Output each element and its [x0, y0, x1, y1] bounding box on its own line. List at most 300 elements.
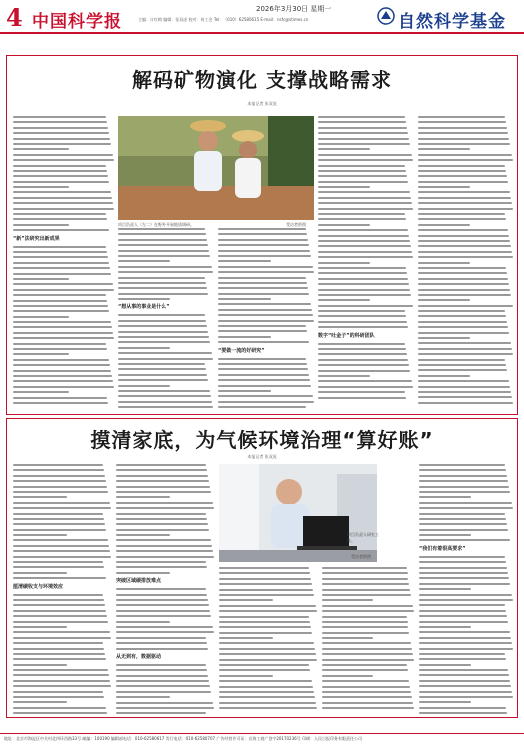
text-line	[116, 626, 213, 628]
text-line	[218, 325, 306, 327]
text-line	[219, 702, 316, 704]
text-line	[419, 658, 506, 660]
text-line	[419, 599, 513, 601]
text-line	[13, 545, 109, 547]
text-line	[419, 664, 471, 666]
text-line	[418, 154, 512, 156]
text-line	[13, 262, 109, 264]
text-line	[13, 539, 108, 541]
text-line	[118, 379, 208, 381]
text-line	[116, 621, 170, 623]
issue-date: 2026年3月30日 星期一	[256, 5, 332, 13]
text-line	[218, 390, 271, 392]
text-line	[219, 567, 309, 569]
text-line	[418, 251, 512, 253]
text-line	[419, 680, 510, 682]
text-line	[116, 680, 209, 682]
text-line	[219, 707, 317, 709]
text-line	[318, 359, 408, 361]
text-line	[118, 228, 205, 230]
text-line	[419, 529, 508, 531]
text-line	[219, 572, 310, 574]
text-line	[13, 402, 108, 404]
text-line	[13, 294, 106, 296]
text-line	[419, 469, 506, 471]
photo-credit: 受访者供图	[351, 554, 371, 559]
text-line	[318, 116, 405, 118]
text-line	[318, 181, 408, 183]
article-subhead: “想从事的事业是什么”	[118, 304, 170, 311]
text-line	[13, 491, 108, 493]
text-line	[318, 370, 410, 372]
text-line	[418, 337, 470, 339]
text-line	[418, 326, 508, 328]
text-line	[13, 148, 69, 150]
article-column	[13, 116, 114, 408]
photo-caption: 项目负责人研究工作。	[347, 532, 379, 543]
text-line	[322, 626, 408, 628]
text-line	[418, 229, 508, 231]
text-line	[419, 480, 508, 482]
text-line	[219, 605, 316, 607]
text-line	[116, 691, 211, 693]
text-line	[218, 228, 306, 230]
text-line	[318, 299, 370, 301]
text-line	[418, 262, 470, 264]
article-subhead: 数字“吐金子”的科研团队	[318, 332, 375, 339]
text-line	[218, 287, 308, 289]
text-line	[116, 480, 209, 482]
text-line	[418, 127, 507, 129]
text-line	[419, 685, 511, 687]
text-line	[118, 347, 170, 349]
editor-contact: 主编：计红梅 编辑：张双虎 校对：何工会 Tel：（010）62580615 E-mail：nsfc@stimes.cn	[138, 17, 309, 22]
text-line	[419, 615, 507, 617]
text-line	[218, 368, 308, 370]
article-column	[116, 464, 214, 716]
text-line	[318, 267, 406, 269]
text-line	[419, 696, 513, 698]
text-line	[219, 610, 317, 612]
text-line	[118, 320, 206, 322]
text-line	[13, 513, 103, 515]
text-line	[13, 213, 106, 215]
article-column	[322, 567, 414, 716]
text-line	[419, 588, 471, 590]
article-mineral-evolution	[6, 55, 518, 415]
text-line	[419, 642, 512, 644]
text-line	[13, 224, 69, 226]
text-line	[322, 686, 410, 688]
text-line	[118, 363, 205, 365]
text-line	[116, 469, 207, 471]
text-line	[116, 642, 207, 644]
text-line	[13, 701, 67, 703]
text-line	[118, 406, 213, 408]
text-line	[116, 696, 170, 698]
text-line	[219, 659, 317, 661]
article-column	[13, 464, 111, 716]
text-line	[318, 170, 406, 172]
text-line	[322, 707, 414, 709]
text-line	[218, 341, 309, 343]
text-line	[13, 246, 106, 248]
field-research-photo	[118, 116, 314, 220]
text-line	[116, 523, 208, 525]
masthead	[0, 0, 524, 34]
text-line	[318, 294, 411, 296]
text-line	[419, 507, 513, 509]
text-line	[218, 401, 314, 403]
text-line	[13, 380, 113, 382]
text-line	[218, 320, 314, 322]
text-line	[419, 604, 505, 606]
text-line	[418, 396, 512, 398]
text-line	[13, 599, 104, 601]
text-line	[418, 165, 505, 167]
text-line	[218, 255, 311, 257]
text-line	[13, 332, 113, 334]
text-line	[218, 244, 309, 246]
text-line	[219, 616, 309, 618]
text-line	[118, 271, 213, 273]
text-line	[118, 341, 210, 343]
text-line	[13, 229, 109, 231]
text-line	[318, 353, 407, 355]
article-subhead: “我们有着很高要求”	[419, 545, 466, 552]
text-line	[219, 696, 315, 698]
text-line	[418, 116, 505, 118]
text-line	[118, 282, 206, 284]
photo-credit: 受访者供图	[286, 222, 306, 227]
text-line	[418, 364, 506, 366]
text-line	[322, 691, 411, 693]
text-line	[318, 245, 411, 247]
text-line	[116, 464, 206, 466]
text-line	[318, 224, 370, 226]
text-line	[418, 402, 513, 404]
text-line	[218, 395, 313, 397]
text-line	[116, 712, 206, 714]
text-line	[116, 707, 214, 709]
text-line	[419, 567, 507, 569]
text-line	[13, 186, 69, 188]
text-line	[419, 637, 511, 639]
text-line	[13, 208, 114, 210]
text-line	[13, 267, 110, 269]
text-line	[318, 375, 370, 377]
text-line	[116, 669, 207, 671]
text-line	[118, 244, 208, 246]
text-line	[318, 386, 413, 388]
text-line	[322, 648, 412, 650]
text-line	[218, 314, 313, 316]
text-line	[116, 556, 214, 558]
text-line	[116, 610, 210, 612]
text-line	[13, 480, 106, 482]
text-line	[418, 224, 470, 226]
text-line	[318, 343, 405, 345]
text-line	[118, 336, 209, 338]
text-line	[318, 321, 407, 323]
text-line	[219, 691, 314, 693]
text-line	[13, 364, 110, 366]
text-line	[218, 233, 307, 235]
text-line	[419, 669, 508, 671]
text-line	[13, 577, 106, 579]
text-line	[318, 229, 408, 231]
text-line	[13, 353, 69, 355]
text-line	[13, 556, 111, 558]
article-column	[318, 116, 413, 408]
text-line	[118, 358, 213, 360]
text-line	[13, 626, 67, 628]
text-line	[116, 631, 214, 633]
text-line	[318, 262, 370, 264]
text-line	[118, 293, 208, 295]
text-line	[13, 305, 108, 307]
text-line	[13, 566, 104, 568]
text-line	[13, 218, 107, 220]
text-line	[13, 278, 69, 280]
text-line	[13, 707, 106, 709]
text-line	[116, 599, 208, 601]
text-line	[118, 314, 205, 316]
text-line	[13, 300, 107, 302]
text-line	[322, 642, 411, 644]
text-line	[13, 691, 103, 693]
text-line	[116, 529, 209, 531]
text-line	[419, 475, 507, 477]
text-line	[13, 529, 106, 531]
text-line	[116, 550, 213, 552]
text-line	[13, 685, 111, 687]
text-line	[118, 260, 170, 262]
text-line	[13, 674, 109, 676]
text-line	[118, 390, 210, 392]
text-line	[219, 589, 313, 591]
text-line	[116, 572, 170, 574]
text-line	[419, 707, 506, 709]
text-line	[13, 637, 111, 639]
text-line	[318, 380, 412, 382]
article-subhead: 突破区域碳排放难点	[116, 578, 162, 585]
article-column	[419, 464, 513, 716]
text-line	[13, 370, 111, 372]
text-line	[419, 556, 505, 558]
text-line	[418, 272, 507, 274]
text-line	[219, 675, 273, 677]
text-line	[418, 380, 509, 382]
text-line	[418, 143, 510, 145]
text-line	[418, 240, 510, 242]
text-line	[116, 648, 208, 650]
text-line	[13, 127, 108, 129]
photo-caption: 项目负责人（左二）在野外开展地质调研。	[118, 222, 194, 227]
text-line	[418, 181, 508, 183]
text-line	[318, 154, 412, 156]
text-line	[13, 132, 109, 134]
text-line	[116, 615, 211, 617]
text-line	[218, 260, 271, 262]
text-line	[418, 359, 505, 361]
text-line	[318, 165, 405, 167]
text-line	[418, 218, 506, 220]
text-line	[218, 293, 309, 295]
text-line	[318, 138, 409, 140]
text-line	[318, 132, 408, 134]
page-footer: 地址：北京市海淀区中关村北四环西路33号 邮编：100190 编辑部电话：010-62580617 发行电话：010-62580707 广告经营许可证：京海工商广登字20170236号 印刷：人民日报印务有限责任公司	[0, 733, 524, 749]
text-line	[13, 621, 108, 623]
text-line	[13, 197, 112, 199]
text-line	[318, 310, 405, 312]
text-line	[218, 330, 307, 332]
text-line	[116, 539, 211, 541]
text-line	[318, 127, 407, 129]
text-line	[13, 343, 106, 345]
text-line	[13, 631, 110, 633]
newspaper-brand: 中国科学报	[32, 12, 122, 32]
text-line	[318, 213, 405, 215]
text-line	[318, 186, 370, 188]
text-line	[419, 502, 512, 504]
text-line	[218, 379, 310, 381]
text-line	[318, 305, 413, 307]
text-line	[13, 283, 113, 285]
text-line	[322, 621, 408, 623]
text-line	[13, 310, 109, 312]
text-line	[118, 352, 212, 354]
text-line	[418, 202, 512, 204]
text-line	[116, 545, 212, 547]
text-line	[13, 375, 112, 377]
text-line	[13, 391, 69, 393]
text-line	[318, 315, 406, 317]
text-line	[116, 496, 170, 498]
text-line	[418, 310, 505, 312]
text-line	[13, 181, 109, 183]
text-line	[218, 282, 307, 284]
text-line	[322, 567, 407, 569]
text-line	[419, 653, 505, 655]
text-line	[419, 486, 509, 488]
text-line	[13, 653, 105, 655]
text-line	[13, 359, 109, 361]
text-line	[13, 138, 110, 140]
text-line	[118, 401, 212, 403]
article-column	[418, 116, 513, 408]
text-line	[219, 632, 312, 634]
text-line	[318, 283, 409, 285]
text-line	[116, 702, 213, 704]
text-line	[218, 239, 308, 241]
text-line	[318, 143, 410, 145]
article-subhead: 从无到有，数据驱动	[116, 653, 162, 660]
text-line	[118, 277, 205, 279]
text-line	[13, 348, 107, 350]
text-line	[418, 175, 507, 177]
text-line	[318, 235, 409, 237]
text-line	[419, 610, 506, 612]
text-line	[13, 175, 108, 177]
text-line	[318, 218, 406, 220]
text-line	[118, 374, 207, 376]
text-line	[419, 577, 509, 579]
text-line	[322, 659, 414, 661]
text-line	[13, 165, 106, 167]
text-line	[418, 186, 470, 188]
text-line	[118, 298, 170, 300]
text-line	[418, 170, 506, 172]
text-line	[318, 391, 405, 393]
text-line	[318, 175, 407, 177]
text-line	[318, 208, 413, 210]
text-line	[13, 289, 114, 291]
text-line	[118, 239, 207, 241]
text-line	[116, 507, 214, 509]
text-line	[419, 691, 512, 693]
text-line	[418, 148, 470, 150]
text-line	[13, 170, 107, 172]
text-line	[322, 632, 409, 634]
text-line	[13, 507, 111, 509]
text-line	[419, 626, 471, 628]
text-line	[318, 272, 407, 274]
text-line	[418, 245, 511, 247]
text-line	[219, 642, 314, 644]
text-line	[418, 348, 512, 350]
text-line	[116, 502, 213, 504]
text-line	[13, 386, 114, 388]
text-line	[13, 642, 103, 644]
text-line	[13, 658, 106, 660]
text-line	[419, 594, 512, 596]
text-line	[116, 518, 207, 520]
text-line	[418, 342, 511, 344]
text-line	[318, 326, 408, 328]
text-line	[318, 251, 412, 253]
text-line	[419, 513, 505, 515]
text-line	[13, 464, 103, 466]
text-line	[116, 664, 206, 666]
text-line	[13, 121, 107, 123]
text-line	[418, 191, 510, 193]
text-line	[419, 561, 506, 563]
text-line	[218, 309, 312, 311]
text-line	[13, 712, 107, 714]
text-line	[218, 277, 306, 279]
text-line	[318, 397, 406, 399]
text-line	[13, 664, 67, 666]
text-line	[322, 594, 411, 596]
text-line	[322, 702, 413, 704]
text-line	[13, 316, 69, 318]
text-line	[322, 572, 408, 574]
text-line	[218, 363, 307, 365]
text-line	[318, 289, 410, 291]
text-line	[219, 637, 273, 639]
text-line	[118, 287, 207, 289]
text-line	[322, 610, 414, 612]
text-line	[418, 197, 511, 199]
nsfc-logo-icon	[377, 7, 395, 25]
text-line	[418, 294, 511, 296]
text-line	[219, 583, 312, 585]
text-line	[322, 664, 407, 666]
text-line	[419, 631, 510, 633]
text-line	[118, 368, 206, 370]
article-climate-accounting	[6, 418, 518, 718]
